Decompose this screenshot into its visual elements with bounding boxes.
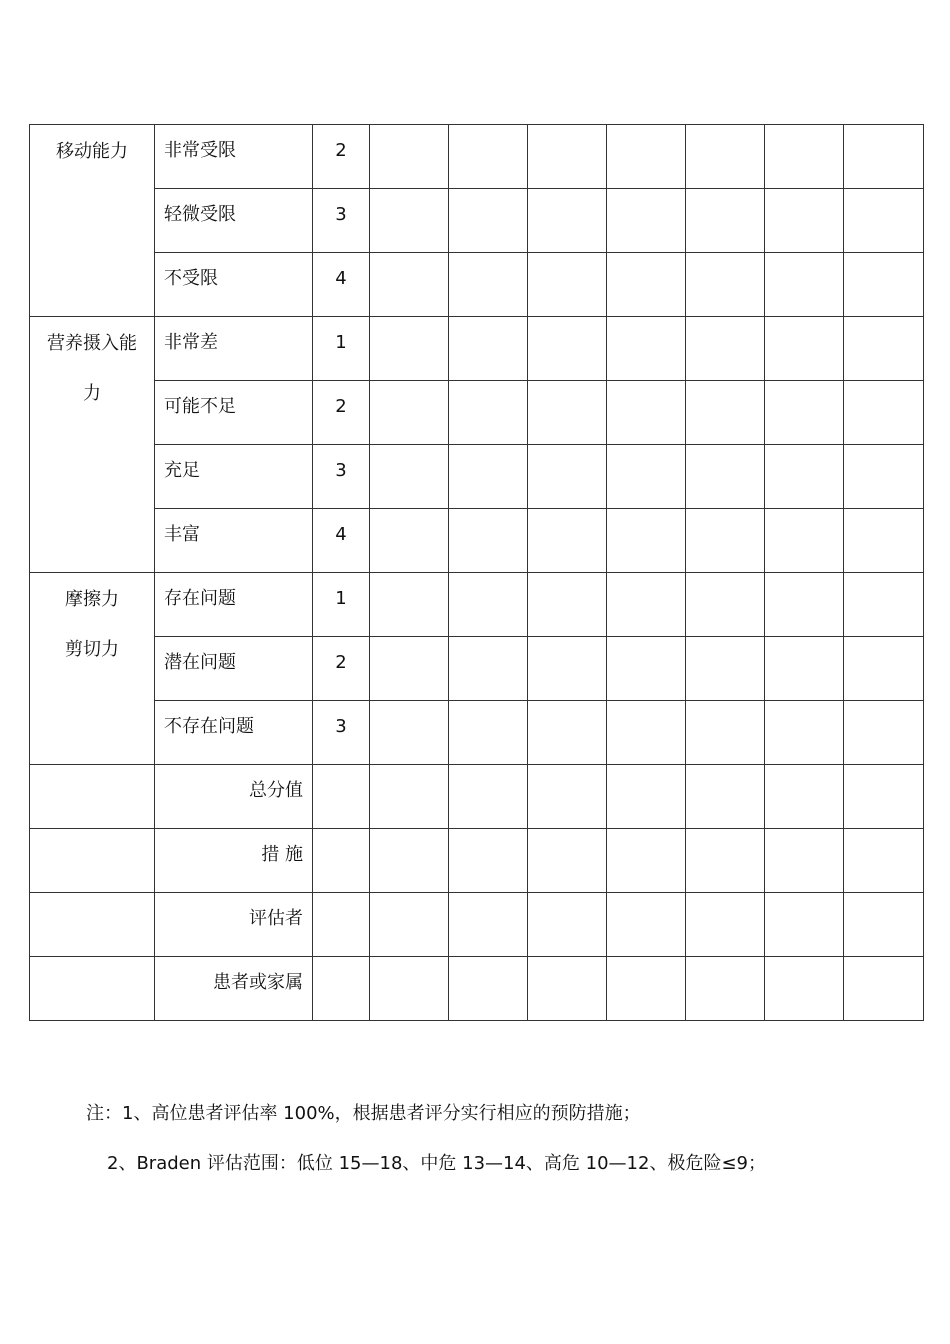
summary-entry-cell[interactable] bbox=[313, 957, 370, 1021]
score-entry-cell[interactable] bbox=[844, 125, 924, 189]
note-line-2: 2、Braden 评估范围：低位 15—18、中危 13—14、高危 10—12、极危险≤9； bbox=[107, 1153, 766, 1174]
score-entry-cell[interactable] bbox=[370, 253, 449, 317]
score-value: 2 bbox=[313, 637, 370, 701]
score-entry-cell[interactable] bbox=[844, 701, 924, 765]
score-entry-cell[interactable] bbox=[686, 445, 765, 509]
score-entry-cell[interactable] bbox=[607, 253, 686, 317]
score-entry-cell[interactable] bbox=[607, 317, 686, 381]
score-entry-cell[interactable] bbox=[370, 381, 449, 445]
score-value: 3 bbox=[313, 189, 370, 253]
score-entry-cell[interactable] bbox=[844, 381, 924, 445]
score-entry-cell[interactable] bbox=[686, 701, 765, 765]
score-entry-cell[interactable] bbox=[528, 957, 607, 1021]
table-row bbox=[30, 509, 924, 573]
score-entry-cell[interactable] bbox=[844, 957, 924, 1021]
score-entry-cell[interactable] bbox=[686, 253, 765, 317]
category-cell bbox=[30, 573, 155, 765]
score-entry-cell[interactable] bbox=[765, 509, 844, 573]
score-entry-cell[interactable] bbox=[528, 637, 607, 701]
score-entry-cell[interactable] bbox=[844, 317, 924, 381]
score-entry-cell[interactable] bbox=[844, 509, 924, 573]
score-entry-cell[interactable] bbox=[765, 253, 844, 317]
score-entry-cell[interactable] bbox=[686, 765, 765, 829]
score-entry-cell[interactable] bbox=[607, 829, 686, 893]
option-label: 丰富 bbox=[155, 509, 313, 573]
score-entry-cell[interactable] bbox=[765, 445, 844, 509]
empty-category-cell bbox=[30, 893, 155, 957]
summary-row bbox=[30, 957, 924, 1021]
summary-label: 总分值 bbox=[155, 765, 313, 829]
summary-entry-cell[interactable] bbox=[313, 829, 370, 893]
score-entry-cell[interactable] bbox=[449, 893, 528, 957]
option-label: 可能不足 bbox=[155, 381, 313, 445]
table-row bbox=[30, 381, 924, 445]
table-row bbox=[30, 253, 924, 317]
score-entry-cell[interactable] bbox=[765, 893, 844, 957]
score-entry-cell[interactable] bbox=[528, 573, 607, 637]
score-value: 4 bbox=[313, 509, 370, 573]
score-entry-cell[interactable] bbox=[370, 893, 449, 957]
option-label: 不受限 bbox=[155, 253, 313, 317]
score-entry-cell[interactable] bbox=[449, 637, 528, 701]
summary-label: 患者或家属 bbox=[155, 957, 313, 1021]
score-entry-cell[interactable] bbox=[686, 381, 765, 445]
score-entry-cell[interactable] bbox=[765, 765, 844, 829]
score-entry-cell[interactable] bbox=[370, 701, 449, 765]
score-entry-cell[interactable] bbox=[370, 829, 449, 893]
score-value: 1 bbox=[313, 573, 370, 637]
score-entry-cell[interactable] bbox=[844, 253, 924, 317]
score-entry-cell[interactable] bbox=[686, 125, 765, 189]
score-entry-cell[interactable] bbox=[528, 445, 607, 509]
table-row bbox=[30, 637, 924, 701]
score-entry-cell[interactable] bbox=[765, 125, 844, 189]
score-entry-cell[interactable] bbox=[844, 573, 924, 637]
summary-entry-cell[interactable] bbox=[313, 893, 370, 957]
table-row bbox=[30, 317, 924, 381]
score-entry-cell[interactable] bbox=[528, 189, 607, 253]
score-entry-cell[interactable] bbox=[686, 829, 765, 893]
score-entry-cell[interactable] bbox=[607, 573, 686, 637]
score-entry-cell[interactable] bbox=[844, 189, 924, 253]
table-body bbox=[30, 125, 924, 1021]
score-entry-cell[interactable] bbox=[844, 893, 924, 957]
score-entry-cell[interactable] bbox=[370, 573, 449, 637]
score-entry-cell[interactable] bbox=[686, 509, 765, 573]
score-entry-cell[interactable] bbox=[528, 509, 607, 573]
score-entry-cell[interactable] bbox=[370, 957, 449, 1021]
category-cell bbox=[30, 317, 155, 573]
score-entry-cell[interactable] bbox=[765, 829, 844, 893]
score-entry-cell[interactable] bbox=[449, 509, 528, 573]
score-entry-cell[interactable] bbox=[449, 445, 528, 509]
score-entry-cell[interactable] bbox=[528, 317, 607, 381]
score-value: 3 bbox=[313, 445, 370, 509]
score-entry-cell[interactable] bbox=[686, 189, 765, 253]
category-label: 摩擦力 bbox=[65, 589, 119, 610]
score-entry-cell[interactable] bbox=[528, 381, 607, 445]
score-entry-cell[interactable] bbox=[370, 189, 449, 253]
score-entry-cell[interactable] bbox=[370, 445, 449, 509]
score-entry-cell[interactable] bbox=[607, 893, 686, 957]
score-entry-cell[interactable] bbox=[765, 381, 844, 445]
score-entry-cell[interactable] bbox=[528, 829, 607, 893]
score-value: 1 bbox=[313, 317, 370, 381]
score-value: 3 bbox=[313, 701, 370, 765]
note-line-1: 注：1、高位患者评估率 100%，根据患者评分实行相应的预防措施； bbox=[86, 1103, 641, 1124]
score-value: 4 bbox=[313, 253, 370, 317]
summary-row bbox=[30, 893, 924, 957]
score-entry-cell[interactable] bbox=[449, 253, 528, 317]
score-entry-cell[interactable] bbox=[449, 701, 528, 765]
category-label: 力 bbox=[83, 383, 101, 404]
score-entry-cell[interactable] bbox=[370, 765, 449, 829]
category-label: 营养摄入能 bbox=[47, 333, 137, 354]
category-cell bbox=[30, 125, 155, 317]
score-entry-cell[interactable] bbox=[449, 957, 528, 1021]
score-entry-cell[interactable] bbox=[607, 637, 686, 701]
score-entry-cell[interactable] bbox=[765, 701, 844, 765]
option-label: 充足 bbox=[155, 445, 313, 509]
table-row bbox=[30, 573, 924, 637]
score-entry-cell[interactable] bbox=[528, 125, 607, 189]
score-entry-cell[interactable] bbox=[370, 317, 449, 381]
table-row bbox=[30, 701, 924, 765]
score-entry-cell[interactable] bbox=[449, 765, 528, 829]
score-entry-cell[interactable] bbox=[607, 701, 686, 765]
summary-entry-cell[interactable] bbox=[313, 765, 370, 829]
braden-scale-table bbox=[29, 124, 924, 1021]
score-entry-cell[interactable] bbox=[449, 125, 528, 189]
score-entry-cell[interactable] bbox=[528, 253, 607, 317]
score-entry-cell[interactable] bbox=[765, 189, 844, 253]
summary-label: 措 施 bbox=[155, 829, 313, 893]
score-entry-cell[interactable] bbox=[765, 317, 844, 381]
score-entry-cell[interactable] bbox=[370, 125, 449, 189]
score-entry-cell[interactable] bbox=[686, 573, 765, 637]
summary-label: 评估者 bbox=[155, 893, 313, 957]
table-row bbox=[30, 125, 924, 189]
score-entry-cell[interactable] bbox=[449, 381, 528, 445]
score-entry-cell[interactable] bbox=[449, 829, 528, 893]
table-row bbox=[30, 189, 924, 253]
score-entry-cell[interactable] bbox=[686, 957, 765, 1021]
table-row bbox=[30, 445, 924, 509]
score-entry-cell[interactable] bbox=[370, 509, 449, 573]
score-entry-cell[interactable] bbox=[844, 829, 924, 893]
score-entry-cell[interactable] bbox=[607, 957, 686, 1021]
category-label: 移动能力 bbox=[56, 141, 128, 162]
score-entry-cell[interactable] bbox=[528, 893, 607, 957]
score-entry-cell[interactable] bbox=[449, 189, 528, 253]
score-entry-cell[interactable] bbox=[765, 957, 844, 1021]
score-entry-cell[interactable] bbox=[686, 317, 765, 381]
score-value: 2 bbox=[313, 125, 370, 189]
category-label: 剪切力 bbox=[65, 639, 119, 660]
empty-category-cell bbox=[30, 765, 155, 829]
score-entry-cell[interactable] bbox=[686, 637, 765, 701]
score-entry-cell[interactable] bbox=[607, 509, 686, 573]
score-entry-cell[interactable] bbox=[607, 445, 686, 509]
score-entry-cell[interactable] bbox=[528, 701, 607, 765]
score-entry-cell[interactable] bbox=[449, 573, 528, 637]
summary-row bbox=[30, 829, 924, 893]
empty-category-cell bbox=[30, 957, 155, 1021]
option-label: 非常差 bbox=[155, 317, 313, 381]
score-entry-cell[interactable] bbox=[844, 765, 924, 829]
score-entry-cell[interactable] bbox=[844, 637, 924, 701]
option-label: 轻微受限 bbox=[155, 189, 313, 253]
score-entry-cell[interactable] bbox=[686, 893, 765, 957]
score-entry-cell[interactable] bbox=[607, 125, 686, 189]
score-entry-cell[interactable] bbox=[765, 573, 844, 637]
option-label: 潜在问题 bbox=[155, 637, 313, 701]
score-entry-cell[interactable] bbox=[607, 381, 686, 445]
score-entry-cell[interactable] bbox=[844, 445, 924, 509]
score-entry-cell[interactable] bbox=[765, 637, 844, 701]
score-entry-cell[interactable] bbox=[607, 189, 686, 253]
option-label: 不存在问题 bbox=[155, 701, 313, 765]
empty-category-cell bbox=[30, 829, 155, 893]
score-entry-cell[interactable] bbox=[370, 637, 449, 701]
score-entry-cell[interactable] bbox=[528, 765, 607, 829]
score-entry-cell[interactable] bbox=[607, 765, 686, 829]
score-entry-cell[interactable] bbox=[449, 317, 528, 381]
score-value: 2 bbox=[313, 381, 370, 445]
option-label: 非常受限 bbox=[155, 125, 313, 189]
option-label: 存在问题 bbox=[155, 573, 313, 637]
summary-row bbox=[30, 765, 924, 829]
